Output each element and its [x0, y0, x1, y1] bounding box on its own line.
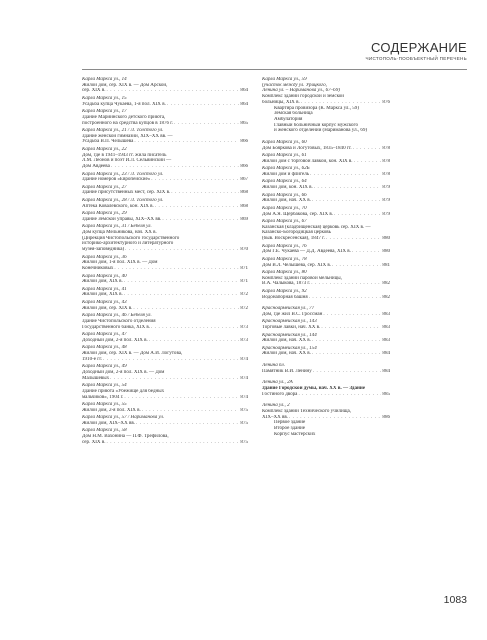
- entry-street: Карла Маркса ул., 64: [262, 179, 307, 185]
- entry-text: Здание Чистопольского отделения: [82, 318, 156, 324]
- toc-entry: [262, 380, 390, 397]
- toc-entry: [82, 383, 248, 400]
- entry-page-number: 885: [382, 391, 390, 397]
- entry-line-with-page: [262, 295, 390, 301]
- entry-page-number: 879: [382, 185, 390, 191]
- entry-text: Здание Мариинского детского приюта,: [82, 114, 166, 120]
- entry-line-with-page: [82, 102, 248, 108]
- entry-text: (быв. Воскресенская), 1847 г.: [262, 236, 325, 242]
- entry-line-with-page: [82, 421, 248, 427]
- toc-entry: [82, 255, 248, 272]
- toc-entry: [82, 364, 248, 381]
- entry-text: Комплекс зданий Технического училища,: [262, 408, 352, 414]
- entry-text: Жилой дом, нач. XX в.: [262, 338, 311, 344]
- entry-text: Дом Бояркова и Логутовых, 1835–1840 гг.: [262, 145, 352, 151]
- entry-text: Здание Земской управы, XIX–XX вв.: [82, 216, 162, 222]
- entry-line-with-page: [82, 177, 248, 183]
- entry-street: Карла Маркса ул., 40: [82, 273, 127, 279]
- entry-page-number: 879: [382, 211, 390, 217]
- entry-line-with-page: [262, 249, 390, 255]
- dot-leader: [124, 279, 240, 285]
- toc-entry: [82, 128, 248, 145]
- toc-entry: [82, 211, 248, 222]
- dot-leader: [326, 236, 382, 242]
- entry-page-number: 882: [382, 294, 390, 300]
- toc-entry: [82, 109, 248, 126]
- entry-street: Карла Маркса ул., 43: [82, 299, 127, 305]
- dot-leader: [125, 247, 239, 253]
- entry-line-with-page: [82, 164, 248, 170]
- toc-entry: [262, 244, 390, 255]
- entry-line-with-page: [82, 338, 248, 344]
- entry-text: XIX–XX вв.: [262, 414, 289, 420]
- toc-entry: [262, 403, 390, 437]
- entry-text: Доходный дом, 2-я пол. XIX в.: [82, 337, 148, 343]
- entry-text: (участок между ул. Урицкого,: [262, 82, 327, 88]
- entry-page-number: 868: [240, 190, 248, 196]
- toc-entry: [82, 198, 248, 209]
- entry-line-with-page: [262, 325, 390, 331]
- dot-leader: [162, 217, 239, 223]
- entry-text: Дом, где в 1941–1943 гг. жила писатель: [82, 152, 167, 158]
- toc-entry: [82, 332, 248, 343]
- entry-page-number: 880: [382, 249, 390, 255]
- entry-page-number: 883: [382, 325, 390, 331]
- entry-line-with-page: [82, 121, 248, 127]
- dot-leader: [149, 338, 240, 344]
- entry-text: Казанская (кладбищенская) церковь сер. XIX в. —: [262, 224, 371, 230]
- entry-street: Карла Маркса ул., 58: [82, 428, 127, 434]
- entry-street: Красноармейская ул., 154: [262, 345, 317, 351]
- entry-text: Усадьба В.П. Челышева: [82, 139, 134, 145]
- entry-street: Карла Маркса ул., 66: [262, 192, 307, 198]
- toc-entry: [262, 166, 390, 177]
- toc-entry: [262, 333, 390, 344]
- dot-leader: [313, 369, 382, 375]
- entry-line-with-page: [262, 312, 390, 318]
- entry-text: Усадьба купца Чукаева, 1-я пол. XIX в.: [82, 101, 166, 107]
- entry-text: (Дирекция Чистопольского государственного: [82, 235, 180, 241]
- toc-entry: [82, 224, 248, 253]
- entry-text: Малышевых: [82, 375, 110, 381]
- entry-text: Жилой дом, XIX в.: [82, 279, 123, 285]
- entry-line-with-page: [82, 266, 248, 272]
- entry-text: сер. XIX в.: [82, 439, 106, 445]
- entry-page-number: 872: [240, 305, 248, 311]
- entry-page-number: 872: [240, 292, 248, 298]
- dot-leader: [312, 198, 381, 204]
- entry-line-with-page: [82, 292, 248, 298]
- entry-text: 1910-е гг.: [82, 356, 103, 362]
- entry-line-with-page: [262, 338, 390, 344]
- entry-line-with-page: [82, 217, 248, 223]
- dot-leader: [155, 204, 240, 210]
- entry-text: Здание Городской думы, нач. XX в. — Здание: [262, 385, 366, 391]
- entry-text: Жилой дом и флигель: [262, 171, 310, 177]
- entry-sub-item: Земская больница: [274, 111, 313, 117]
- entry-page-number: 871: [240, 266, 248, 272]
- entry-page-number: 881: [382, 262, 390, 268]
- entry-page-number: 866: [240, 139, 248, 145]
- dot-leader: [354, 159, 382, 165]
- entry-line-with-page: [82, 190, 248, 196]
- entry-street: Карла Маркса ул., 49: [82, 364, 127, 370]
- entry-street: Карла Маркса ул., 41: [82, 286, 127, 292]
- entry-page-number: 878: [382, 158, 390, 164]
- entry-text: Жилой дом, 1-я пол. XIX в. — Дом: [82, 260, 158, 266]
- header-rule: [82, 69, 467, 70]
- dot-leader: [321, 325, 381, 331]
- entry-line-with-page: [82, 306, 248, 312]
- entry-street: Красноармейская ул., 77: [262, 306, 315, 312]
- toc-right-column: [262, 77, 390, 439]
- entry-street: Карла Маркса ул., 60: [262, 139, 307, 145]
- entry-text: сер. XIX в.: [82, 88, 106, 94]
- dot-leader: [309, 295, 382, 301]
- entry-text: В.А. Чалыкова, 1873 г.: [262, 281, 311, 287]
- dot-leader: [106, 88, 239, 94]
- entry-street: Ленина ул., 2: [262, 403, 290, 409]
- dot-leader: [114, 266, 239, 272]
- toc-entry: [82, 185, 248, 196]
- entry-text: Торговые лавки, нач. XX в.: [262, 325, 321, 331]
- dot-leader: [136, 421, 239, 427]
- entry-street: Карла Маркса ул., 47: [82, 332, 127, 338]
- entry-street: Карла Маркса ул., 67: [262, 219, 307, 225]
- dot-leader: [312, 338, 381, 344]
- entry-sub-item: Корпус мастерских: [274, 431, 316, 437]
- entry-line-with-page: [82, 325, 248, 331]
- entry-text: Конечниковых: [82, 266, 114, 272]
- dot-leader: [103, 357, 239, 363]
- section-subtitle: ЧИСТОПОЛЬ·ПООБЪЕКТНЫЙ ПЕРЕЧЕНЬ: [365, 56, 467, 61]
- entry-page-number: 869: [240, 216, 248, 222]
- dot-leader: [110, 376, 239, 382]
- toc-entry: [262, 77, 390, 134]
- dot-leader: [133, 306, 239, 312]
- entry-text: Жилой дом, нач. XX в.: [262, 351, 311, 357]
- entry-line-with-page: [262, 159, 390, 165]
- entry-line-with-page: [262, 281, 390, 287]
- toc-entry: [262, 179, 390, 190]
- toc-entry: [262, 346, 390, 357]
- dot-leader: [323, 312, 381, 318]
- entry-street: Карла Маркса ул., 29: [82, 211, 127, 217]
- toc-entry: [262, 319, 390, 330]
- entry-text: Комплекс зданий паровой мельницы,: [262, 275, 342, 281]
- entry-text: Здание номеров «Европейские»: [82, 177, 151, 183]
- entry-page-number: 883: [382, 311, 390, 317]
- entry-street: Карла Маркса ул., 46 / Бебеля ул.: [82, 313, 152, 319]
- entry-page-number: 883: [382, 338, 390, 344]
- entry-text: Л.М. Леонов и поэт И.Л. Сельвинский —: [82, 158, 172, 164]
- entry-sub-item: Второе здание: [274, 425, 305, 431]
- entry-text: Дом Авдеева: [82, 164, 110, 170]
- entry-page-number: 878: [382, 145, 390, 151]
- toc-entry: [262, 193, 390, 204]
- entry-street: Карла Маркса ул., 59: [262, 77, 307, 82]
- entry-page-number: 864: [240, 101, 248, 107]
- entry-street: Карла Маркса ул., 22: [82, 146, 127, 152]
- entry-text: больницы, XIX в.: [262, 99, 300, 105]
- entry-text: Государственного банка, XIX в.: [82, 324, 151, 330]
- entry-text: Жилой дом, 2-я пол. XIX в.: [82, 407, 141, 413]
- entry-text: Жилой дом, сер. XIX в. — Дом А.И. Логутова,: [82, 350, 183, 356]
- entry-line-with-page: [262, 236, 390, 242]
- entry-text: Водонапорная башня: [262, 294, 308, 300]
- entry-line-with-page: [262, 172, 390, 178]
- toc-entry: [262, 257, 390, 268]
- dot-leader: [174, 121, 239, 127]
- dot-leader: [314, 185, 382, 191]
- toc-entry: [262, 140, 390, 151]
- entry-text: Жилой дом, кон. XIX в.: [262, 185, 313, 191]
- entry-page-number: 878: [382, 171, 390, 177]
- entry-page-number: 879: [382, 198, 390, 204]
- toc-entry: [82, 300, 248, 311]
- entry-text: мальчиков», 1904 г.: [82, 394, 124, 400]
- entry-page-number: 874: [240, 394, 248, 400]
- toc-entry: [82, 313, 248, 330]
- dot-leader: [151, 177, 239, 183]
- entry-page-number: 874: [240, 356, 248, 362]
- entry-text: Дом А.Я. Щербакова, сер. XIX в.: [262, 211, 334, 217]
- entry-page-number: 876: [382, 99, 390, 105]
- entry-page-number: 870: [240, 247, 248, 253]
- entry-text: Дом В.Л. Челышева, сер. XIX в.: [262, 262, 332, 268]
- entry-line-with-page: [262, 185, 390, 191]
- entry-text: Гостиного двора: [262, 391, 298, 397]
- entry-text: Дом Н.М. Вахонина — П.Ф. Трефилова,: [82, 434, 169, 440]
- toc-entry: [262, 289, 390, 300]
- entry-street: Карла Маркса ул., 28 / Л. Толстого ул.: [82, 197, 164, 203]
- entry-street: Карла Маркса ул., 55: [82, 402, 127, 407]
- entry-line-with-page: [82, 204, 248, 210]
- entry-line-with-page: [82, 279, 248, 285]
- entry-line-with-page: [82, 376, 248, 382]
- section-title: СОДЕРЖАНИЕ: [370, 40, 467, 55]
- toc-entry: [82, 96, 248, 107]
- entry-text: Здание женской гимназии, XIX–XX вв. —: [82, 133, 173, 139]
- dot-leader: [334, 212, 381, 218]
- entry-text: Аптека Ковалевского, кон. XIX в.: [82, 203, 154, 209]
- toc-entry: [82, 428, 248, 445]
- entry-text: Казанско-Богородицкая церковь: [262, 230, 331, 236]
- entry-street: Карла Маркса ул., 21 / Л. Толстого ул.: [82, 128, 164, 134]
- entry-page-number: 873: [240, 324, 248, 330]
- entry-street: Карла Маркса ул., 27: [82, 184, 127, 190]
- entry-street: Карла Маркса ул., 80: [262, 270, 307, 276]
- entry-street: Карла Маркса ул., 15: [82, 95, 127, 101]
- entry-line-with-page: [262, 212, 390, 218]
- entry-page-number: 875: [240, 407, 248, 413]
- entry-street: Карла Маркса ул., 62Б: [262, 166, 310, 172]
- entry-text: построенного на средства купцов в 1876 г.: [82, 120, 174, 126]
- dot-leader: [312, 351, 381, 357]
- section-header: [366, 40, 468, 61]
- dot-leader: [171, 190, 239, 196]
- entry-sub-item: и женского отделений (Нариманова ул., 69): [274, 128, 368, 134]
- entry-sub-item: Первое здание: [274, 420, 306, 426]
- entry-page-number: 873: [240, 337, 248, 343]
- dot-leader: [167, 102, 240, 108]
- entry-page-number: 875: [240, 420, 248, 426]
- entry-line-with-page: [262, 369, 390, 375]
- toc-entry: [262, 363, 390, 374]
- entry-line-with-page: [82, 357, 248, 363]
- toc-left-column: [82, 77, 248, 447]
- toc-entry: [82, 402, 248, 413]
- entry-page-number: 864: [240, 88, 248, 94]
- entry-line-with-page: [262, 351, 390, 357]
- entry-text: Жилой дом с торговой лавкой, кон. XIX в.: [262, 158, 353, 164]
- entry-street: Карла Маркса ул., 36: [82, 254, 127, 260]
- entry-page-number: 884: [382, 368, 390, 374]
- toc-entry: [82, 77, 248, 94]
- dot-leader: [311, 281, 381, 287]
- entry-text: Дом, где жил В.С. Гроссман: [262, 311, 323, 317]
- entry-line-with-page: [82, 247, 248, 253]
- dot-leader: [134, 139, 239, 145]
- entry-page-number: 874: [240, 375, 248, 381]
- entry-street: Карла Маркса ул., 70: [262, 205, 307, 211]
- entry-line-with-page: [262, 263, 390, 269]
- entry-text: Дом Г.Е. Чукаева — Д.Д. Авдеева, XIX в.: [262, 249, 351, 255]
- entry-street: Красноармейская ул., 144: [262, 332, 317, 338]
- dot-leader: [111, 164, 240, 170]
- entry-page-number: 875: [240, 439, 248, 445]
- dot-leader: [142, 408, 240, 414]
- toc-entry: [262, 206, 390, 217]
- entry-line-with-page: [262, 146, 390, 152]
- entry-text: историко-архитектурного и литературного: [82, 241, 174, 247]
- dot-leader: [124, 292, 240, 298]
- entry-text: Жилой дом, сер. XIX в.: [82, 305, 133, 311]
- toc-entry: [82, 345, 248, 362]
- entry-text: Доходный дом, 2-я пол. XIX в. — Дом: [82, 369, 165, 375]
- entry-page-number: 884: [382, 351, 390, 357]
- entry-page-number: 880: [382, 236, 390, 242]
- entry-street: Карла Маркса ул., 23 / Л. Толстого ул.: [82, 171, 164, 177]
- entry-street: Карла Маркса ул., 31 / Бебеля ул.: [82, 224, 152, 230]
- entry-text: Жилой дом, XIX в.: [82, 292, 123, 298]
- toc-entry: [82, 287, 248, 298]
- page-number: 1083: [443, 594, 467, 606]
- entry-street: Ленина ул., 2А: [262, 380, 293, 386]
- dot-leader: [124, 395, 239, 401]
- entry-page-number: 866: [240, 164, 248, 170]
- entry-page-number: 867: [240, 177, 248, 183]
- toc-entry: [82, 274, 248, 285]
- entry-page-number: 882: [382, 281, 390, 287]
- entry-line-with-page: [82, 440, 248, 446]
- dot-leader: [353, 146, 382, 152]
- entry-page-number: 886: [382, 414, 390, 420]
- entry-street: Карла Маркса ул., 54: [82, 383, 127, 389]
- entry-line-with-page: [82, 139, 248, 145]
- toc-entry: [82, 172, 248, 183]
- entry-line-with-page: [82, 395, 248, 401]
- entry-line-with-page: [262, 198, 390, 204]
- toc-entry: [262, 219, 390, 242]
- entry-street: Ленина пл.: [262, 362, 285, 368]
- entry-text: Комплекс зданий городской и земской: [262, 94, 345, 100]
- entry-line-with-page: [82, 88, 248, 94]
- toc-entry: [82, 415, 248, 426]
- entry-sub-item: Квартира провизора (К. Маркса ул., 59): [274, 105, 359, 111]
- entry-street: Карла Маркса ул., 76: [262, 243, 307, 249]
- entry-text: Жилой дом, сер. XIX в. — Дом Арской,: [82, 82, 168, 88]
- entry-text: Жилой дом, нач. XX в.: [262, 198, 311, 204]
- entry-text: Памятник В.И. Ленину: [262, 368, 312, 374]
- entry-page-number: 871: [240, 279, 248, 285]
- entry-text: Здание присутственных мест, сер. XIX в.: [82, 190, 171, 196]
- entry-text: Дом купца Мельникова, нач. XX в.: [82, 230, 157, 236]
- dot-leader: [106, 440, 239, 446]
- entry-page-number: 865: [240, 120, 248, 126]
- entry-page-number: 868: [240, 203, 248, 209]
- entry-text: музея-заповедника): [82, 247, 125, 253]
- entry-text: Ленина ул. – Нариманова ул., 67–69): [262, 88, 340, 94]
- entry-street: Карла Маркса ул., 17: [82, 109, 127, 115]
- dot-leader: [352, 249, 382, 255]
- entry-text: Жилой дом, XIX–XX вв.: [82, 420, 136, 426]
- toc-entry: [262, 270, 390, 287]
- dot-leader: [332, 263, 381, 269]
- entry-line-with-page: [262, 392, 390, 398]
- entry-street: Карла Маркса ул., 61: [262, 153, 307, 159]
- entry-street: Карла Маркса ул., 92: [262, 288, 307, 294]
- toc-entry: [262, 306, 390, 317]
- entry-sub-item: Главный больничный корпус мужского: [274, 122, 359, 128]
- dot-leader: [298, 392, 381, 398]
- dot-leader: [151, 325, 239, 331]
- dot-leader: [310, 172, 381, 178]
- entry-street: Карла Маркса ул., 57 / Нариманова ул.: [82, 415, 165, 421]
- entry-street: Красноармейская ул., 143: [262, 319, 317, 325]
- entry-sub-item: Амбулатория: [274, 116, 303, 122]
- entry-street: Карла Маркса ул., 78: [262, 256, 307, 262]
- entry-text: Здание приюта «Убежище для бедных: [82, 388, 165, 394]
- toc-entry: [82, 147, 248, 170]
- entry-street: Карла Маркса ул., 48: [82, 345, 127, 351]
- entry-street: Карла Маркса ул., 14: [82, 77, 127, 82]
- entry-line-with-page: [82, 408, 248, 414]
- toc-entry: [262, 153, 390, 164]
